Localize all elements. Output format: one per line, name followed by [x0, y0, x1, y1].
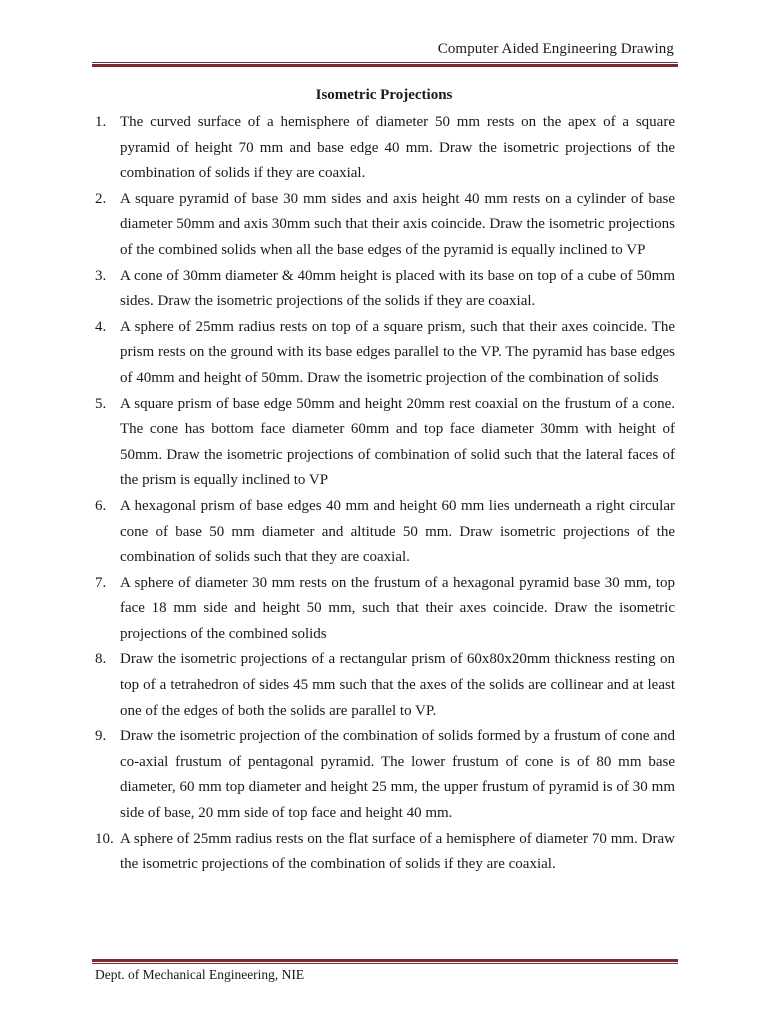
question-number: 7.	[95, 574, 107, 591]
question-text: A sphere of 25mm radius rests on the flat surface of a hemisphere of diameter 70 mm. Draw the isometric projections of the combination of solids if they are coaxial.	[120, 830, 675, 873]
question-text: A cone of 30mm diameter & 40mm height is placed with its base on top of a cube of 50mm sides. Draw the isometric projections of the solids if they are coaxial.	[120, 267, 675, 310]
question-text: A sphere of diameter 30 mm rests on the frustum of a hexagonal pyramid base 30 mm, top face 18 mm side and height 50 mm, such that their axes coincide. Draw the isometric projections of the combined solids	[120, 574, 675, 642]
question-number: 8.	[95, 651, 107, 668]
question-number: 2.	[95, 190, 107, 207]
footer-rule-thick	[92, 959, 678, 962]
document-title: Isometric Projections	[315, 87, 453, 103]
question-text: Draw the isometric projections of a rectangular prism of 60x80x20mm thickness resting on top of a tetrahedron of sides 45 mm such that the axes of the solids are collinear and at least one of the edges of both the solids are parallel to VP.	[120, 651, 675, 719]
question-text: Draw the isometric projection of the combination of solids formed by a frustum of cone and co-axial frustum of pentagonal pyramid. The lower frustum of cone is of 80 mm base diameter, 60 mm top diameter and height 25 mm, the upper frustum of pyramid is of 30 mm side of base, 20 mm side of top face and height 40 mm.	[120, 728, 675, 822]
question-number: 9.	[95, 728, 107, 745]
question-text: A hexagonal prism of base edges 40 mm and height 60 mm lies underneath a right circular cone of base 50 mm diameter and altitude 50 mm. Draw isometric projections of the combination of solids such that they are coaxial.	[120, 497, 675, 566]
list-item	[95, 110, 675, 187]
question-number: 10.	[95, 830, 114, 847]
question-number: 1.	[95, 114, 107, 130]
question-number: 6.	[95, 497, 107, 514]
list-item	[95, 392, 675, 494]
question-number: 3.	[95, 267, 107, 284]
list-item	[95, 827, 675, 878]
list-item	[95, 647, 675, 724]
list-item	[95, 724, 675, 826]
question-text: A sphere of 25mm radius rests on top of a square prism, such that their axes coincide. The prism rests on the ground with its base edges parallel to the VP. The pyramid has base edges of 40mm and height of 50mm. Draw the isometric projection of the combination of solids	[120, 318, 675, 386]
header-rule-thin	[92, 62, 678, 63]
question-number: 5.	[95, 395, 107, 412]
list-item	[95, 187, 675, 264]
list-item	[95, 571, 675, 648]
footer-text: Dept. of Mechanical Engineering, NIE	[95, 967, 305, 982]
header-rule-thick	[92, 64, 678, 67]
question-number: 4.	[95, 318, 107, 335]
question-text: A square prism of base edge 50mm and height 20mm rest coaxial on the frustum of a cone. The cone has bottom face diameter 60mm and top face diameter 30mm with height of 50mm. Draw the isometric projections of combination of solid such that the lateral faces of the prism is equally inclined to VP	[120, 395, 675, 489]
question-text: A square pyramid of base 30 mm sides and axis height 40 mm rests on a cylinder of base diameter 50mm and axis 30mm such that their axis coincide. Draw the isometric projections of the combined solids when all the base edges of the pyramid is equally inclined to VP	[120, 190, 675, 258]
list-item	[95, 264, 675, 315]
question-text: The curved surface of a hemisphere of diameter 50 mm rests on the apex of a square pyramid of height 70 mm and base edge 40 mm. Draw the isometric projections of the combination of solids if they are coaxial.	[120, 114, 675, 182]
list-item	[95, 494, 675, 571]
footer-rule-thin	[92, 963, 678, 964]
header-title: Computer Aided Engineering Drawing	[437, 41, 674, 57]
question-list	[95, 110, 675, 878]
list-item	[95, 315, 675, 392]
